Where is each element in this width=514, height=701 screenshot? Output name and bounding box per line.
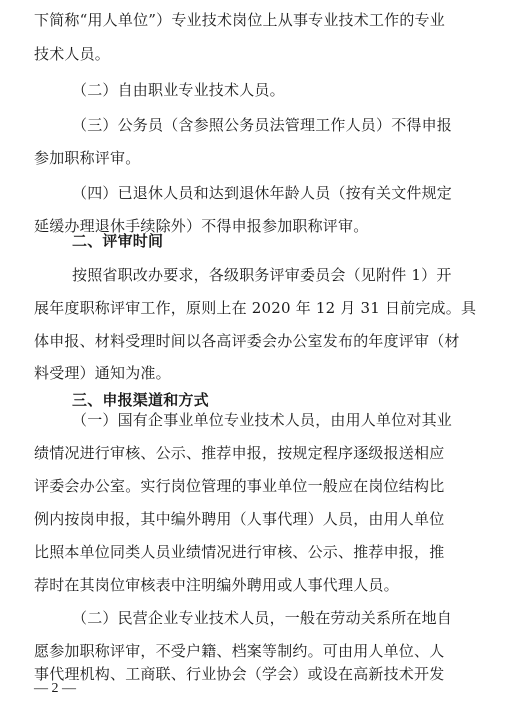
section-heading: 二、评审时间 (72, 232, 164, 250)
section-heading: 三、申报渠道和方式 (72, 391, 209, 409)
text-line: 愿参加职称评审，不受户籍、档案等制约。可由用人单位、人 (34, 642, 445, 660)
text-line: 按照省职改办要求，各级职务评审委员会（见附件 1）开 (72, 266, 452, 284)
text-line: （四）已退休人员和达到退休年龄人员（按有关文件规定 (72, 184, 453, 202)
text-line: 料受理）通知为准。 (34, 364, 171, 382)
text-line: 延缓办理退休手续除外）不得申报参加职称评审。 (34, 217, 369, 235)
text-line: 评委会办公室。实行岗位管理的事业单位一般应在岗位结构比 (34, 477, 445, 495)
text-line: 荐时在其岗位审核表中注明编外聘用或人事代理人员。 (34, 576, 399, 594)
text-line: 展年度职称评审工作，原则上在 2020 年 12 月 31 日前完成。具 (34, 299, 477, 317)
text-line: 体申报、材料受理时间以各高评委会办公室发布的年度评审（材 (34, 332, 460, 350)
text-line: 技术人员。 (34, 45, 111, 63)
text-line: （一）国有企事业单位专业技术人员，由用人单位对其业 (72, 411, 453, 429)
text-line: （二）民营企业专业技术人员，一般在劳动关系所在地自 (72, 609, 453, 627)
text-line: 事代理机构、工商联、行业协会（学会）或设在高新技术开发 (34, 665, 445, 683)
page-number: — 2 — (34, 681, 76, 696)
text-line: 例内按岗申报，其中编外聘用（人事代理）人员，由用人单位 (34, 510, 445, 528)
text-line: 下简称“用人单位”）专业技术岗位上从事专业技术工作的专业 (34, 11, 445, 29)
text-line: 参加职称评审。 (34, 149, 141, 167)
text-line: 比照本单位同类人员业绩情况进行审核、公示、推荐申报，推 (34, 543, 445, 561)
text-line: （二）自由职业专业技术人员。 (72, 81, 285, 99)
text-line: 绩情况进行审核、公示、推荐申报，按规定程序逐级报送相应 (34, 444, 445, 462)
text-line: （三）公务员（含参照公务员法管理工作人员）不得申报 (72, 116, 453, 134)
